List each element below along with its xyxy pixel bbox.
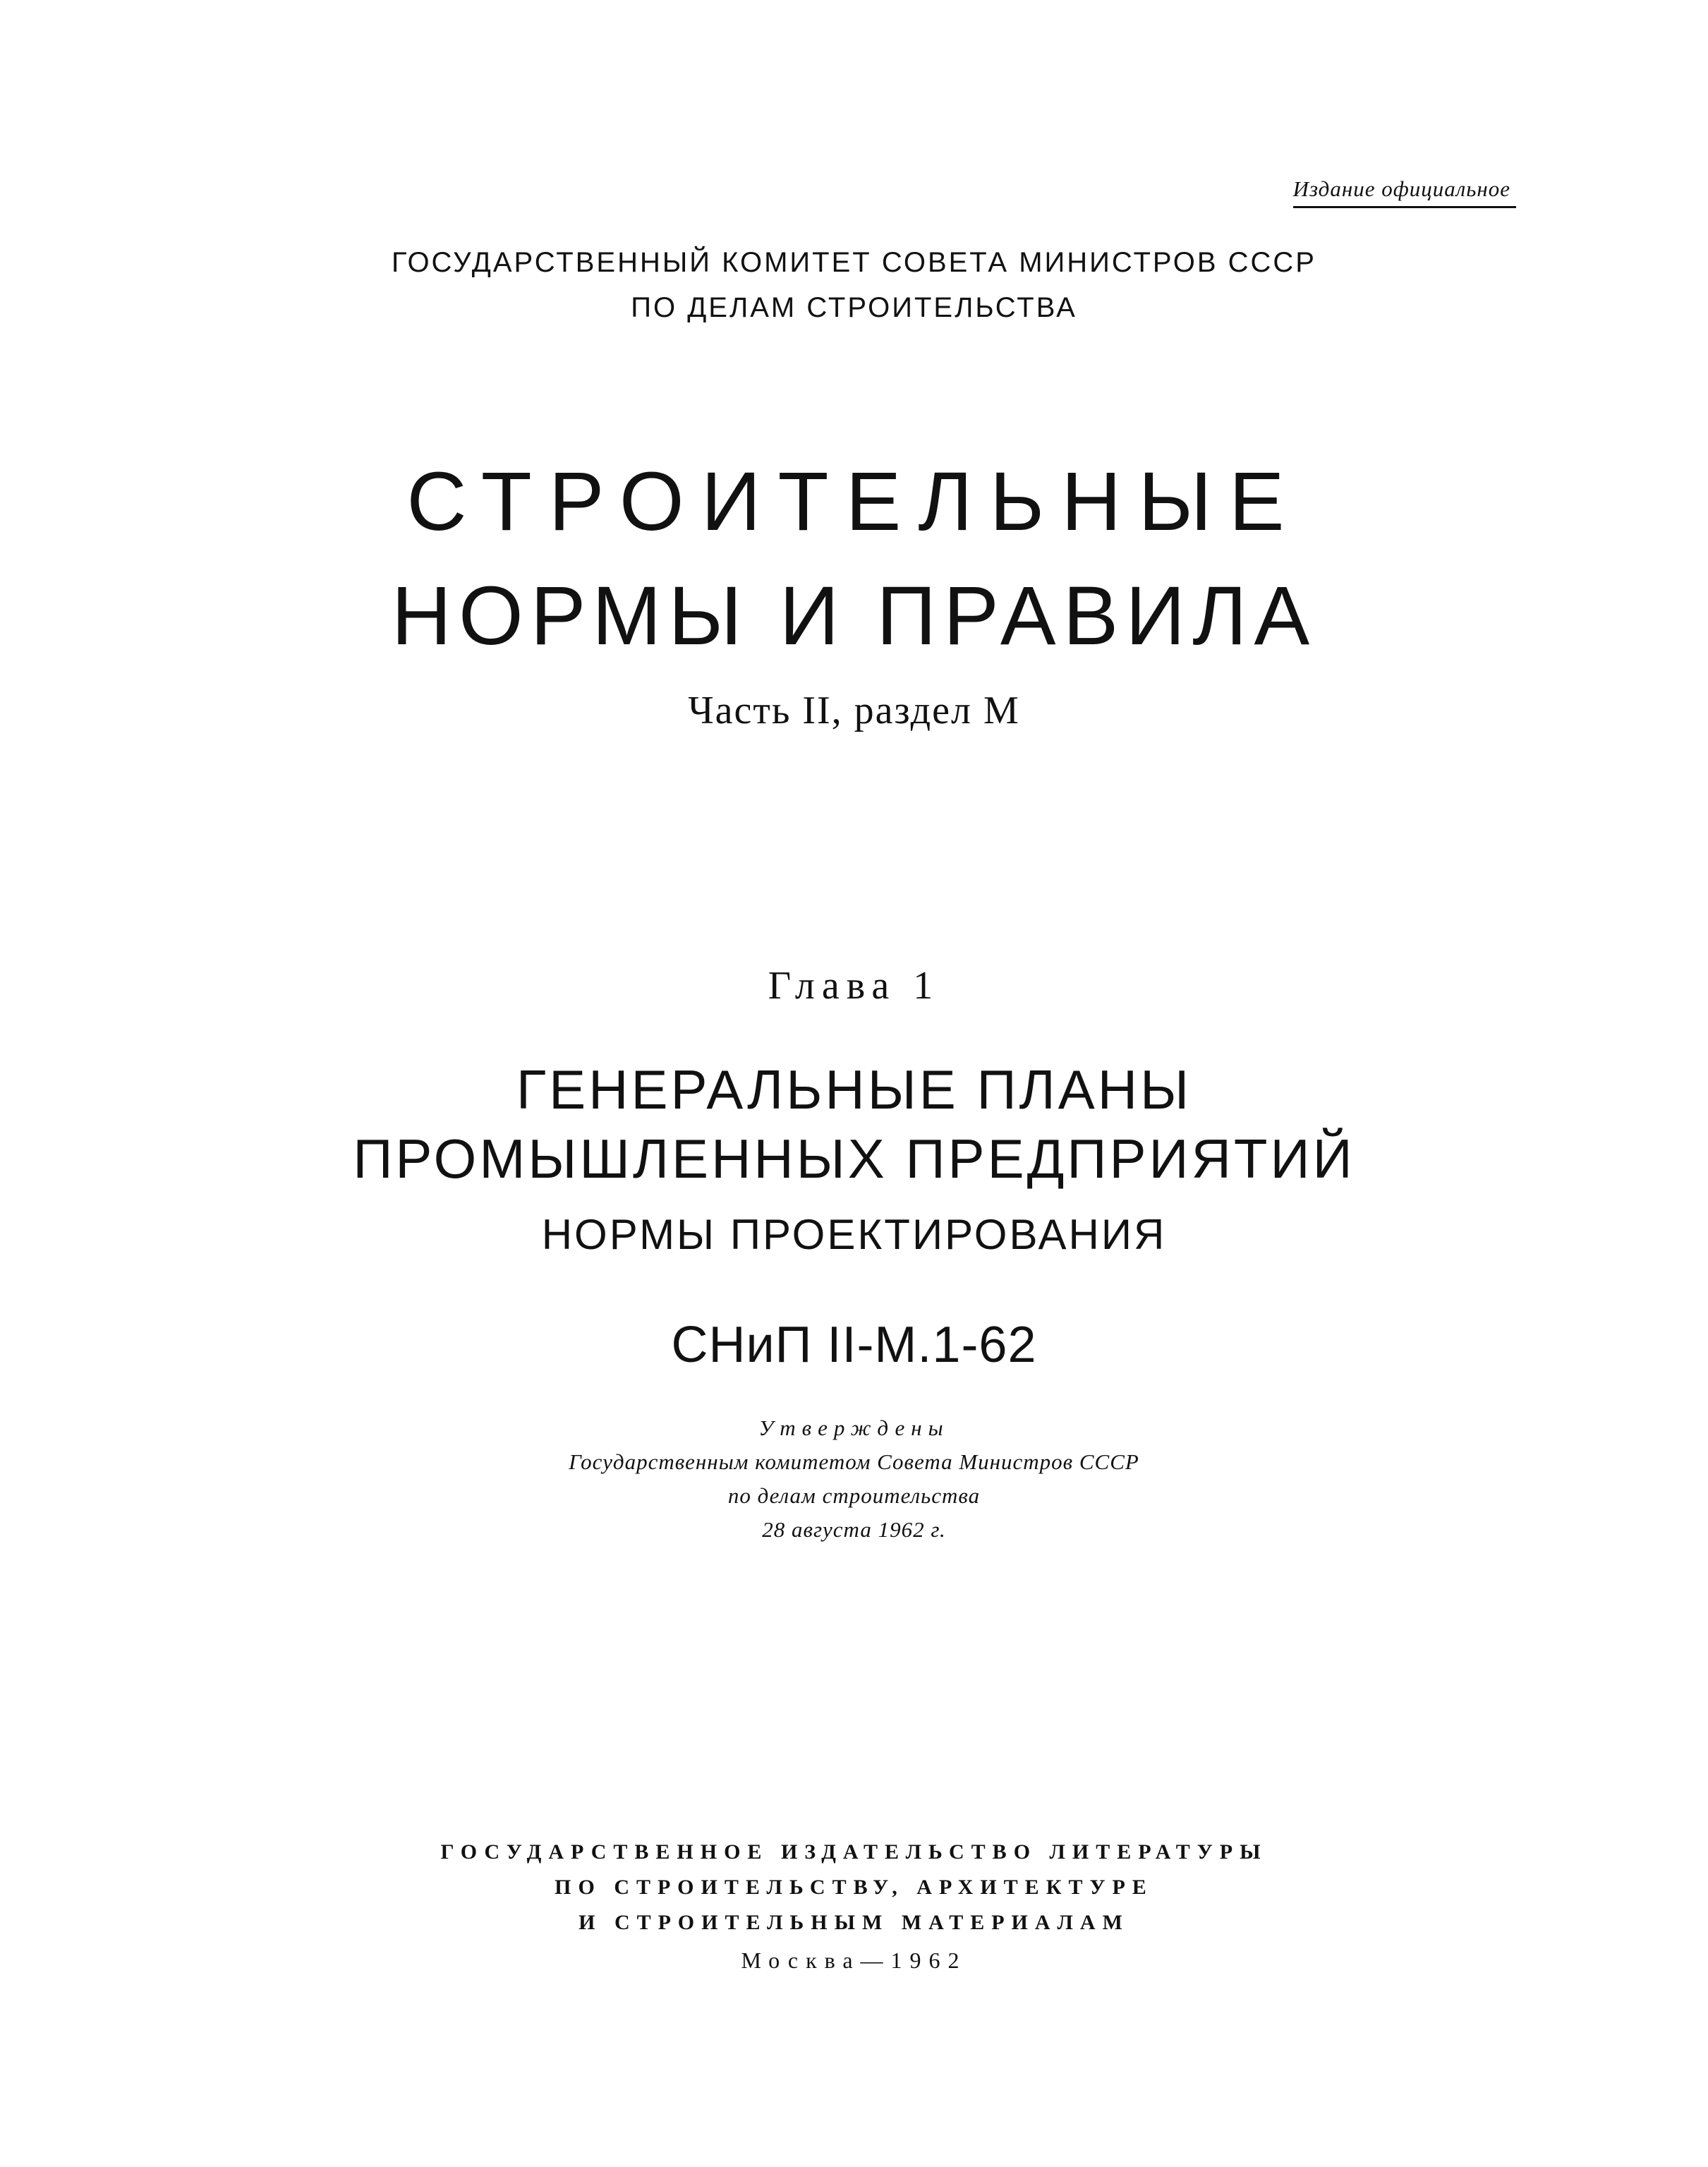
main-title-line-2: НОРМЫ И ПРАВИЛА: [391, 569, 1317, 663]
approval-block: [0, 1411, 1708, 1547]
approval-heading: Утверждены: [758, 1416, 950, 1440]
chapter-title: [0, 1055, 1708, 1193]
edition-note-underline: [1293, 206, 1516, 208]
publisher-line-1: ГОСУДАРСТВЕННОЕ ИЗДАТЕЛЬСТВО ЛИТЕРАТУРЫ: [440, 1840, 1268, 1864]
edition-note-text: Издание официальное: [1292, 176, 1510, 201]
approval-line-2: по делам строительства: [727, 1483, 981, 1508]
document-code: СНиП II-М.1-62: [671, 1317, 1037, 1373]
main-title: [0, 445, 1708, 673]
chapter-subtitle: НОРМЫ ПРОЕКТИРОВАНИЯ: [541, 1211, 1167, 1258]
publisher-line-3: И СТРОИТЕЛЬНЫМ МАТЕРИАЛАМ: [579, 1911, 1129, 1934]
issuing-authority: [0, 240, 1708, 330]
chapter-title-line-1: ГЕНЕРАЛЬНЫЕ ПЛАНЫ: [516, 1058, 1192, 1121]
authority-line-1: ГОСУДАРСТВЕННЫЙ КОМИТЕТ СОВЕТА МИНИСТРОВ СССР: [392, 247, 1316, 278]
chapter-title-line-2: ПРОМЫШЛЕННЫХ ПРЕДПРИЯТИЙ: [353, 1128, 1355, 1190]
chapter-label: Глава 1: [768, 964, 940, 1008]
edition-note: [1293, 176, 1510, 208]
approval-line-1: Государственным комитетом Совета Министров СССР: [569, 1449, 1139, 1474]
publisher-line-2: ПО СТРОИТЕЛЬСТВУ, АРХИТЕКТУРЕ: [555, 1876, 1153, 1899]
publisher: [0, 1835, 1708, 1940]
main-title-line-1: СТРОИТЕЛЬНЫЕ: [406, 455, 1302, 548]
part-section: Часть II, раздел М: [688, 689, 1020, 732]
authority-line-2: ПО ДЕЛАМ СТРОИТЕЛЬСТВА: [631, 292, 1077, 323]
city-year: Москва—1962: [741, 1948, 967, 1973]
approval-date: 28 августа 1962 г.: [762, 1517, 946, 1542]
